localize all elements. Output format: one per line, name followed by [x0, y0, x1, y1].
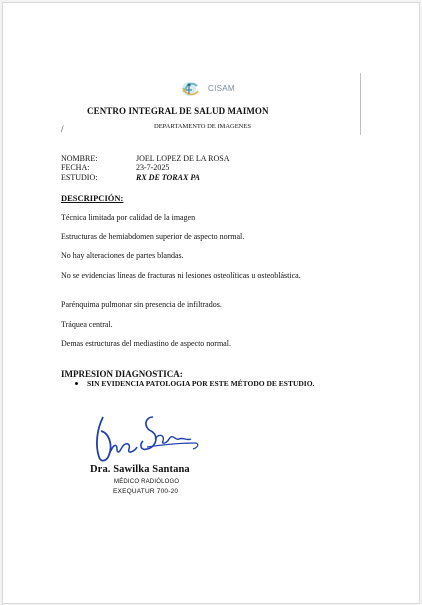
doctor-role: MÉDICO RADIÓLOGO — [114, 479, 180, 485]
description-paragraph: No se evidencias líneas de fracturas ni lesiones osteolíticas u osteoblástica. — [61, 271, 301, 280]
header-divider — [360, 73, 361, 135]
impression-item: SIN EVIDENCIA PATOLOGIA POR ESTE MÉTODO DE ESTUDIO. — [87, 379, 315, 388]
study-label: ESTUDIO: — [61, 173, 98, 182]
description-paragraph: Estructuras de hemiabdomen superior de aspecto normal. — [61, 232, 245, 241]
department-name: DEPARTAMENTO DE IMAGENES — [154, 123, 251, 130]
patient-name-row — [61, 154, 229, 163]
logo-text: CISAM — [208, 84, 235, 93]
date-row — [61, 163, 169, 172]
organization-name: CENTRO INTEGRAL DE SALUD MAIMON — [87, 106, 269, 116]
description-paragraph: Tráquea central. — [61, 320, 113, 329]
description-paragraph: Parénquima pulmonar sin presencia de infiltrados. — [61, 300, 222, 309]
description-paragraph: Técnica limitada por calidad de la imagen — [61, 213, 196, 222]
name-value: JOEL LOPEZ DE LA ROSA — [136, 154, 230, 163]
date-value: 23-7-2025 — [136, 163, 170, 172]
bullet-icon — [75, 382, 78, 385]
study-row — [61, 173, 200, 182]
description-paragraph: No hay alteraciones de partes blandas. — [61, 251, 184, 260]
name-label: NOMBRE: — [61, 154, 98, 163]
doctor-exequatur: EXEQUATUR 700-20 — [113, 488, 179, 495]
description-paragraph: Demas estructuras del mediastino de aspecto normal. — [61, 339, 231, 348]
study-value: RX DE TORAX PA — [136, 173, 200, 182]
handwritten-signature — [89, 411, 209, 471]
date-label: FECHA: — [61, 163, 90, 172]
description-title: DESCRIPCIÓN: — [61, 193, 124, 203]
header-slash: / — [61, 124, 64, 134]
doctor-name: Dra. Sawilka Santana — [90, 464, 190, 475]
impression-title: IMPRESION DIAGNOSTICA: — [61, 369, 183, 379]
document-page — [2, 2, 420, 604]
